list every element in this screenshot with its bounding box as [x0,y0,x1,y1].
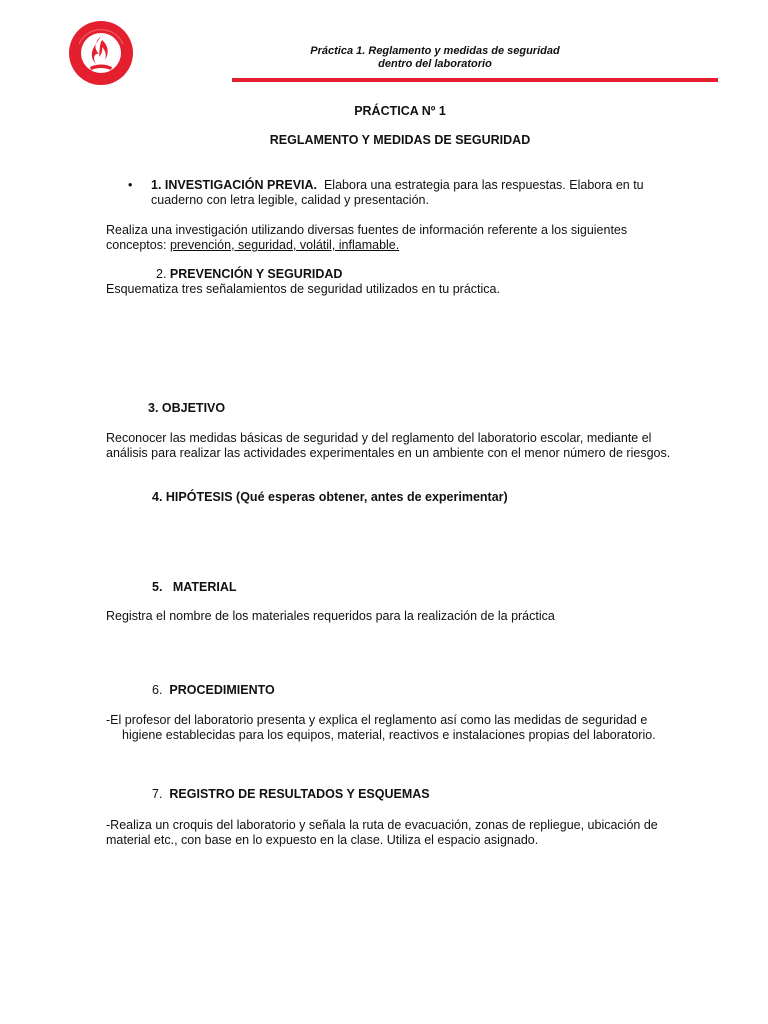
practice-subtitle: REGLAMENTO Y MEDIDAS DE SEGURIDAD [269,133,531,147]
research-line-2-prefix: conceptos: [106,238,170,252]
section7-paragraph [106,818,694,848]
practice-title: PRÁCTICA Nº 1 [354,104,446,118]
section2-number: 2. [156,267,167,281]
header-red-bar [232,78,718,82]
section4-heading: 4. HIPÓTESIS (Qué esperas obtener, antes de experimentar) [152,490,508,504]
section1-text-b: cuaderno con letra legible, calidad y presentación. [151,193,429,207]
school-logo [66,20,136,86]
research-concepts: prevención, seguridad, volátil, inflamable. [169,238,400,252]
bullet: • [128,178,133,192]
section7-label: REGISTRO DE RESULTADOS Y ESQUEMAS [169,787,430,801]
section1-paragraph [151,178,694,208]
section3-heading: 3. OBJETIVO [148,401,226,415]
section5-text: Registra el nombre de los materiales requeridos para la realización de la práctica [106,609,555,623]
section3-paragraph [106,431,694,461]
header-line-1: Práctica 1. Reglamento y medidas de seguridad [310,45,560,57]
research-paragraph [106,223,694,253]
section6-paragraph [106,713,694,743]
section7-line-2: material etc., con base en lo expuesto en la clase. Utiliza el espacio asignado. [106,833,539,847]
section7-number: 7. [152,787,163,801]
section2-text: Esquematiza tres señalamientos de seguridad utilizados en tu práctica. [106,282,500,296]
section3-line-1: Reconocer las medidas básicas de seguridad y del reglamento del laboratorio escolar, mediante el [106,431,652,445]
section6-label: PROCEDIMIENTO [169,683,275,697]
section7-heading [152,787,430,801]
section6-line-2: higiene establecidas para los equipos, material, reactivos e instalaciones propias del laboratorio. [122,728,656,742]
section2-heading [156,267,342,281]
section1-heading: 1. INVESTIGACIÓN PREVIA. [151,178,318,192]
section1-text-a: Elabora una estrategia para las respuestas. Elabora en tu [323,178,644,192]
flame-icon [66,20,136,86]
section6-line-1: -El profesor del laboratorio presenta y explica el reglamento así como las medidas de seguridad e [106,713,648,727]
section2-label: PREVENCIÓN Y SEGURIDAD [169,267,343,281]
section5-heading: 5. MATERIAL [152,580,237,594]
section7-line-1: -Realiza un croquis del laboratorio y señala la ruta de evacuación, zonas de repliegue, ubicación de [106,818,658,832]
section6-number: 6. [152,683,163,697]
section6-heading [152,683,275,697]
research-line-1: Realiza una investigación utilizando diversas fuentes de información referente a los siguientes [106,223,628,237]
section3-line-2: análisis para realizar las actividades experimentales en un ambiente con el menor número de riesgos. [106,446,671,460]
header-line-2: dentro del laboratorio [378,58,492,70]
